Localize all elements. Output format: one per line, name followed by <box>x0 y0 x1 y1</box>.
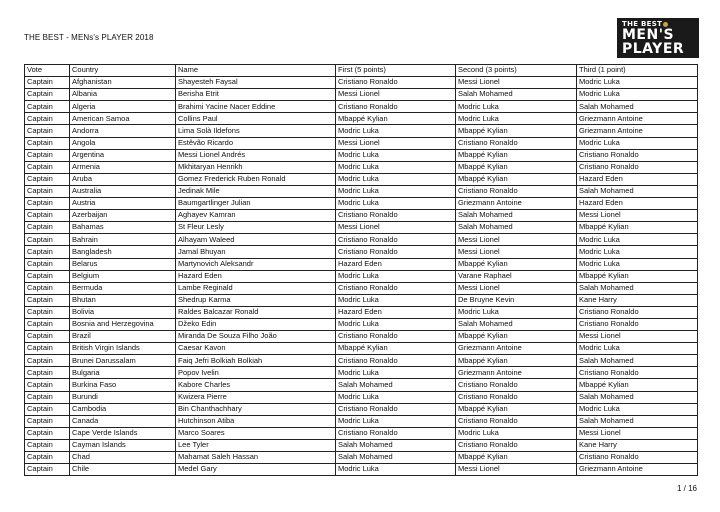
cell-second: Mbappé Kylian <box>456 258 577 270</box>
page-number: 1 / 16 <box>676 484 697 493</box>
cell-vote: Captain <box>25 270 70 282</box>
cell-name: St Fleur Lesly <box>176 222 336 234</box>
cell-third: Modric Luka <box>577 246 698 258</box>
cell-country: Angola <box>70 137 176 149</box>
cell-vote: Captain <box>25 113 70 125</box>
cell-second: Salah Mohamed <box>456 222 577 234</box>
table-row <box>25 270 698 282</box>
cell-name: Mahamat Saleh Hassan <box>176 452 336 464</box>
cell-name: Baumgartlinger Julian <box>176 198 336 210</box>
cell-name: Kwizera Pierre <box>176 391 336 403</box>
cell-second: Messi Lionel <box>456 234 577 246</box>
column-header-country: Country <box>70 65 176 77</box>
cell-name: Shedrup Karma <box>176 294 336 306</box>
cell-vote: Captain <box>25 125 70 137</box>
cell-second: Messi Lionel <box>456 464 577 476</box>
cell-third: Modric Luka <box>577 77 698 89</box>
cell-third: Kane Harry <box>577 294 698 306</box>
table-row <box>25 439 698 451</box>
cell-first: Messi Lionel <box>336 222 456 234</box>
cell-vote: Captain <box>25 185 70 197</box>
cell-country: Aruba <box>70 173 176 185</box>
cell-second: Cristiano Ronaldo <box>456 185 577 197</box>
cell-second: Mbappé Kylian <box>456 452 577 464</box>
table-row <box>25 355 698 367</box>
table-row <box>25 282 698 294</box>
table-row <box>25 427 698 439</box>
cell-third: Cristiano Ronaldo <box>577 318 698 330</box>
cell-vote: Captain <box>25 427 70 439</box>
cell-third: Cristiano Ronaldo <box>577 149 698 161</box>
cell-first: Modric Luka <box>336 391 456 403</box>
cell-third: Mbappé Kylian <box>577 270 698 282</box>
cell-second: Modric Luka <box>456 306 577 318</box>
cell-vote: Captain <box>25 161 70 173</box>
table-row <box>25 234 698 246</box>
cell-third: Griezmann Antoine <box>577 125 698 137</box>
cell-vote: Captain <box>25 379 70 391</box>
votes-table <box>24 64 698 476</box>
cell-vote: Captain <box>25 452 70 464</box>
table-row <box>25 185 698 197</box>
cell-vote: Captain <box>25 210 70 222</box>
cell-third: Kane Harry <box>577 439 698 451</box>
table-row <box>25 149 698 161</box>
cell-first: Modric Luka <box>336 125 456 137</box>
cell-vote: Captain <box>25 355 70 367</box>
cell-country: Azerbaijan <box>70 210 176 222</box>
cell-name: Jedinak Mile <box>176 185 336 197</box>
table-row <box>25 161 698 173</box>
cell-country: British Virgin Islands <box>70 343 176 355</box>
cell-country: Chad <box>70 452 176 464</box>
cell-name: Caesar Kavon <box>176 343 336 355</box>
cell-country: Algeria <box>70 101 176 113</box>
cell-third: Modric Luka <box>577 234 698 246</box>
cell-first: Modric Luka <box>336 185 456 197</box>
cell-third: Cristiano Ronaldo <box>577 367 698 379</box>
cell-country: American Samoa <box>70 113 176 125</box>
cell-country: Bulgaria <box>70 367 176 379</box>
cell-vote: Captain <box>25 294 70 306</box>
cell-vote: Captain <box>25 77 70 89</box>
cell-second: Mbappé Kylian <box>456 403 577 415</box>
table-row <box>25 367 698 379</box>
cell-vote: Captain <box>25 464 70 476</box>
logo-line-2: MEN'S <box>622 27 675 43</box>
cell-first: Modric Luka <box>336 198 456 210</box>
cell-name: Collins Paul <box>176 113 336 125</box>
cell-first: Modric Luka <box>336 161 456 173</box>
cell-country: Bangladesh <box>70 246 176 258</box>
cell-third: Griezmann Antoine <box>577 113 698 125</box>
cell-country: Albania <box>70 89 176 101</box>
cell-third: Modric Luka <box>577 89 698 101</box>
table-row <box>25 210 698 222</box>
cell-second: Modric Luka <box>456 101 577 113</box>
table-row <box>25 101 698 113</box>
cell-second: Mbappé Kylian <box>456 161 577 173</box>
cell-vote: Captain <box>25 149 70 161</box>
cell-third: Salah Mohamed <box>577 391 698 403</box>
cell-first: Mbappé Kylian <box>336 113 456 125</box>
cell-name: Alhayam Waleed <box>176 234 336 246</box>
cell-vote: Captain <box>25 318 70 330</box>
cell-name: Gomez Frederick Ruben Ronald <box>176 173 336 185</box>
cell-country: Bahrain <box>70 234 176 246</box>
cell-first: Modric Luka <box>336 173 456 185</box>
cell-first: Modric Luka <box>336 149 456 161</box>
cell-third: Salah Mohamed <box>577 101 698 113</box>
cell-second: Griezmann Antoine <box>456 367 577 379</box>
cell-third: Messi Lionel <box>577 427 698 439</box>
table-row <box>25 294 698 306</box>
cell-country: Afghanistan <box>70 77 176 89</box>
cell-country: Canada <box>70 415 176 427</box>
cell-second: De Bruyne Kevin <box>456 294 577 306</box>
cell-third: Modric Luka <box>577 403 698 415</box>
cell-country: Brunei Darussalam <box>70 355 176 367</box>
cell-name: Berisha Etrit <box>176 89 336 101</box>
cell-name: Hazard Eden <box>176 270 336 282</box>
cell-country: Bolivia <box>70 306 176 318</box>
table-row <box>25 125 698 137</box>
cell-third: Cristiano Ronaldo <box>577 452 698 464</box>
cell-first: Modric Luka <box>336 367 456 379</box>
cell-second: Mbappé Kylian <box>456 173 577 185</box>
cell-vote: Captain <box>25 331 70 343</box>
column-header-third: Third (1 point) <box>577 65 698 77</box>
cell-first: Hazard Eden <box>336 306 456 318</box>
cell-vote: Captain <box>25 391 70 403</box>
cell-second: Messi Lionel <box>456 282 577 294</box>
cell-third: Cristiano Ronaldo <box>577 161 698 173</box>
table-row <box>25 318 698 330</box>
cell-first: Cristiano Ronaldo <box>336 282 456 294</box>
cell-country: Cayman Islands <box>70 439 176 451</box>
cell-vote: Captain <box>25 415 70 427</box>
table-body <box>25 77 698 476</box>
cell-second: Modric Luka <box>456 113 577 125</box>
cell-vote: Captain <box>25 222 70 234</box>
cell-country: Cambodia <box>70 403 176 415</box>
cell-name: Hutchinson Atiba <box>176 415 336 427</box>
cell-name: Raldes Balcazar Ronald <box>176 306 336 318</box>
cell-name: Jamal Bhuyan <box>176 246 336 258</box>
cell-vote: Captain <box>25 89 70 101</box>
cell-name: Džeko Edin <box>176 318 336 330</box>
cell-third: Messi Lionel <box>577 210 698 222</box>
cell-name: Kabore Charles <box>176 379 336 391</box>
table-row <box>25 415 698 427</box>
cell-vote: Captain <box>25 439 70 451</box>
cell-name: Aghayev Kamran <box>176 210 336 222</box>
cell-third: Cristiano Ronaldo <box>577 306 698 318</box>
cell-name: Bin Chanthachhary <box>176 403 336 415</box>
cell-first: Cristiano Ronaldo <box>336 427 456 439</box>
cell-first: Cristiano Ronaldo <box>336 234 456 246</box>
cell-name: Martynovich Aleksandr <box>176 258 336 270</box>
cell-first: Salah Mohamed <box>336 379 456 391</box>
cell-vote: Captain <box>25 198 70 210</box>
cell-third: Messi Lionel <box>577 331 698 343</box>
cell-vote: Captain <box>25 282 70 294</box>
cell-second: Salah Mohamed <box>456 89 577 101</box>
cell-second: Mbappé Kylian <box>456 355 577 367</box>
cell-first: Salah Mohamed <box>336 452 456 464</box>
column-header-second: Second (3 points) <box>456 65 577 77</box>
cell-country: Andorra <box>70 125 176 137</box>
logo-line-3: PLAYER <box>622 41 685 57</box>
cell-first: Cristiano Ronaldo <box>336 210 456 222</box>
cell-third: Salah Mohamed <box>577 185 698 197</box>
cell-third: Salah Mohamed <box>577 355 698 367</box>
column-header-first: First (5 points) <box>336 65 456 77</box>
table-row <box>25 222 698 234</box>
document-title: THE BEST - MENs's PLAYER 2018 <box>24 33 154 42</box>
cell-country: Armenia <box>70 161 176 173</box>
cell-third: Hazard Eden <box>577 198 698 210</box>
table-row <box>25 246 698 258</box>
cell-first: Hazard Eden <box>336 258 456 270</box>
the-best-mens-player-logo <box>617 18 699 58</box>
cell-third: Mbappé Kylian <box>577 379 698 391</box>
cell-name: Estêvão Ricardo <box>176 137 336 149</box>
cell-first: Cristiano Ronaldo <box>336 101 456 113</box>
cell-second: Mbappé Kylian <box>456 149 577 161</box>
cell-name: Miranda De Souza Filho João <box>176 331 336 343</box>
cell-name: Brahimi Yacine Nacer Eddine <box>176 101 336 113</box>
cell-country: Argentina <box>70 149 176 161</box>
cell-country: Cape Verde Islands <box>70 427 176 439</box>
table-row <box>25 137 698 149</box>
cell-vote: Captain <box>25 306 70 318</box>
cell-second: Modric Luka <box>456 427 577 439</box>
cell-third: Modric Luka <box>577 343 698 355</box>
cell-second: Griezmann Antoine <box>456 198 577 210</box>
cell-name: Faiq Jefri Bolkiah Bolkiah <box>176 355 336 367</box>
table-row <box>25 113 698 125</box>
table-row <box>25 173 698 185</box>
table-row <box>25 331 698 343</box>
table-row <box>25 198 698 210</box>
cell-first: Modric Luka <box>336 464 456 476</box>
table-row <box>25 77 698 89</box>
cell-name: Lima Solà Ildefons <box>176 125 336 137</box>
cell-first: Messi Lionel <box>336 137 456 149</box>
table-row <box>25 89 698 101</box>
cell-third: Salah Mohamed <box>577 282 698 294</box>
cell-name: Lambe Reginald <box>176 282 336 294</box>
cell-country: Chile <box>70 464 176 476</box>
table-row <box>25 343 698 355</box>
cell-second: Mbappé Kylian <box>456 331 577 343</box>
cell-second: Cristiano Ronaldo <box>456 137 577 149</box>
cell-country: Brazil <box>70 331 176 343</box>
cell-first: Modric Luka <box>336 318 456 330</box>
cell-third: Hazard Eden <box>577 173 698 185</box>
cell-first: Cristiano Ronaldo <box>336 403 456 415</box>
cell-first: Modric Luka <box>336 415 456 427</box>
cell-country: Bermuda <box>70 282 176 294</box>
cell-second: Cristiano Ronaldo <box>456 415 577 427</box>
cell-first: Cristiano Ronaldo <box>336 355 456 367</box>
cell-second: Varane Raphael <box>456 270 577 282</box>
cell-country: Belarus <box>70 258 176 270</box>
cell-country: Burkina Faso <box>70 379 176 391</box>
cell-country: Bahamas <box>70 222 176 234</box>
cell-first: Cristiano Ronaldo <box>336 77 456 89</box>
cell-vote: Captain <box>25 137 70 149</box>
cell-name: Marco Soares <box>176 427 336 439</box>
cell-name: Mkhitaryan Henrikh <box>176 161 336 173</box>
table-row <box>25 258 698 270</box>
cell-second: Cristiano Ronaldo <box>456 439 577 451</box>
cell-first: Mbappé Kylian <box>336 343 456 355</box>
cell-third: Modric Luka <box>577 137 698 149</box>
table-row <box>25 452 698 464</box>
cell-name: Popov Ivelin <box>176 367 336 379</box>
cell-vote: Captain <box>25 173 70 185</box>
cell-second: Cristiano Ronaldo <box>456 391 577 403</box>
cell-name: Messi Lionel Andrés <box>176 149 336 161</box>
cell-second: Mbappé Kylian <box>456 125 577 137</box>
cell-name: Lee Tyler <box>176 439 336 451</box>
table-row <box>25 379 698 391</box>
cell-second: Messi Lionel <box>456 246 577 258</box>
cell-first: Cristiano Ronaldo <box>336 331 456 343</box>
cell-country: Belgium <box>70 270 176 282</box>
cell-vote: Captain <box>25 101 70 113</box>
cell-country: Burundi <box>70 391 176 403</box>
cell-second: Cristiano Ronaldo <box>456 379 577 391</box>
cell-first: Cristiano Ronaldo <box>336 246 456 258</box>
cell-country: Bhutan <box>70 294 176 306</box>
table-row <box>25 464 698 476</box>
cell-country: Austria <box>70 198 176 210</box>
cell-first: Modric Luka <box>336 270 456 282</box>
cell-country: Australia <box>70 185 176 197</box>
cell-first: Messi Lionel <box>336 89 456 101</box>
cell-country: Bosnia and Herzegovina <box>70 318 176 330</box>
cell-second: Griezmann Antoine <box>456 343 577 355</box>
cell-vote: Captain <box>25 258 70 270</box>
cell-vote: Captain <box>25 234 70 246</box>
cell-vote: Captain <box>25 367 70 379</box>
cell-name: Medel Gary <box>176 464 336 476</box>
cell-third: Mbappé Kylian <box>577 222 698 234</box>
cell-second: Salah Mohamed <box>456 210 577 222</box>
column-header-name: Name <box>176 65 336 77</box>
table-header-row <box>25 65 698 77</box>
logo-line-1: THE BEST <box>622 20 668 28</box>
cell-second: Messi Lionel <box>456 77 577 89</box>
cell-third: Modric Luka <box>577 258 698 270</box>
cell-name: Shayesteh Faysal <box>176 77 336 89</box>
cell-third: Salah Mohamed <box>577 415 698 427</box>
cell-second: Salah Mohamed <box>456 318 577 330</box>
table-row <box>25 391 698 403</box>
cell-first: Modric Luka <box>336 294 456 306</box>
cell-first: Salah Mohamed <box>336 439 456 451</box>
column-header-vote: Vote <box>25 65 70 77</box>
cell-vote: Captain <box>25 343 70 355</box>
cell-vote: Captain <box>25 246 70 258</box>
table-row <box>25 306 698 318</box>
cell-third: Griezmann Antoine <box>577 464 698 476</box>
table-row <box>25 403 698 415</box>
cell-vote: Captain <box>25 403 70 415</box>
